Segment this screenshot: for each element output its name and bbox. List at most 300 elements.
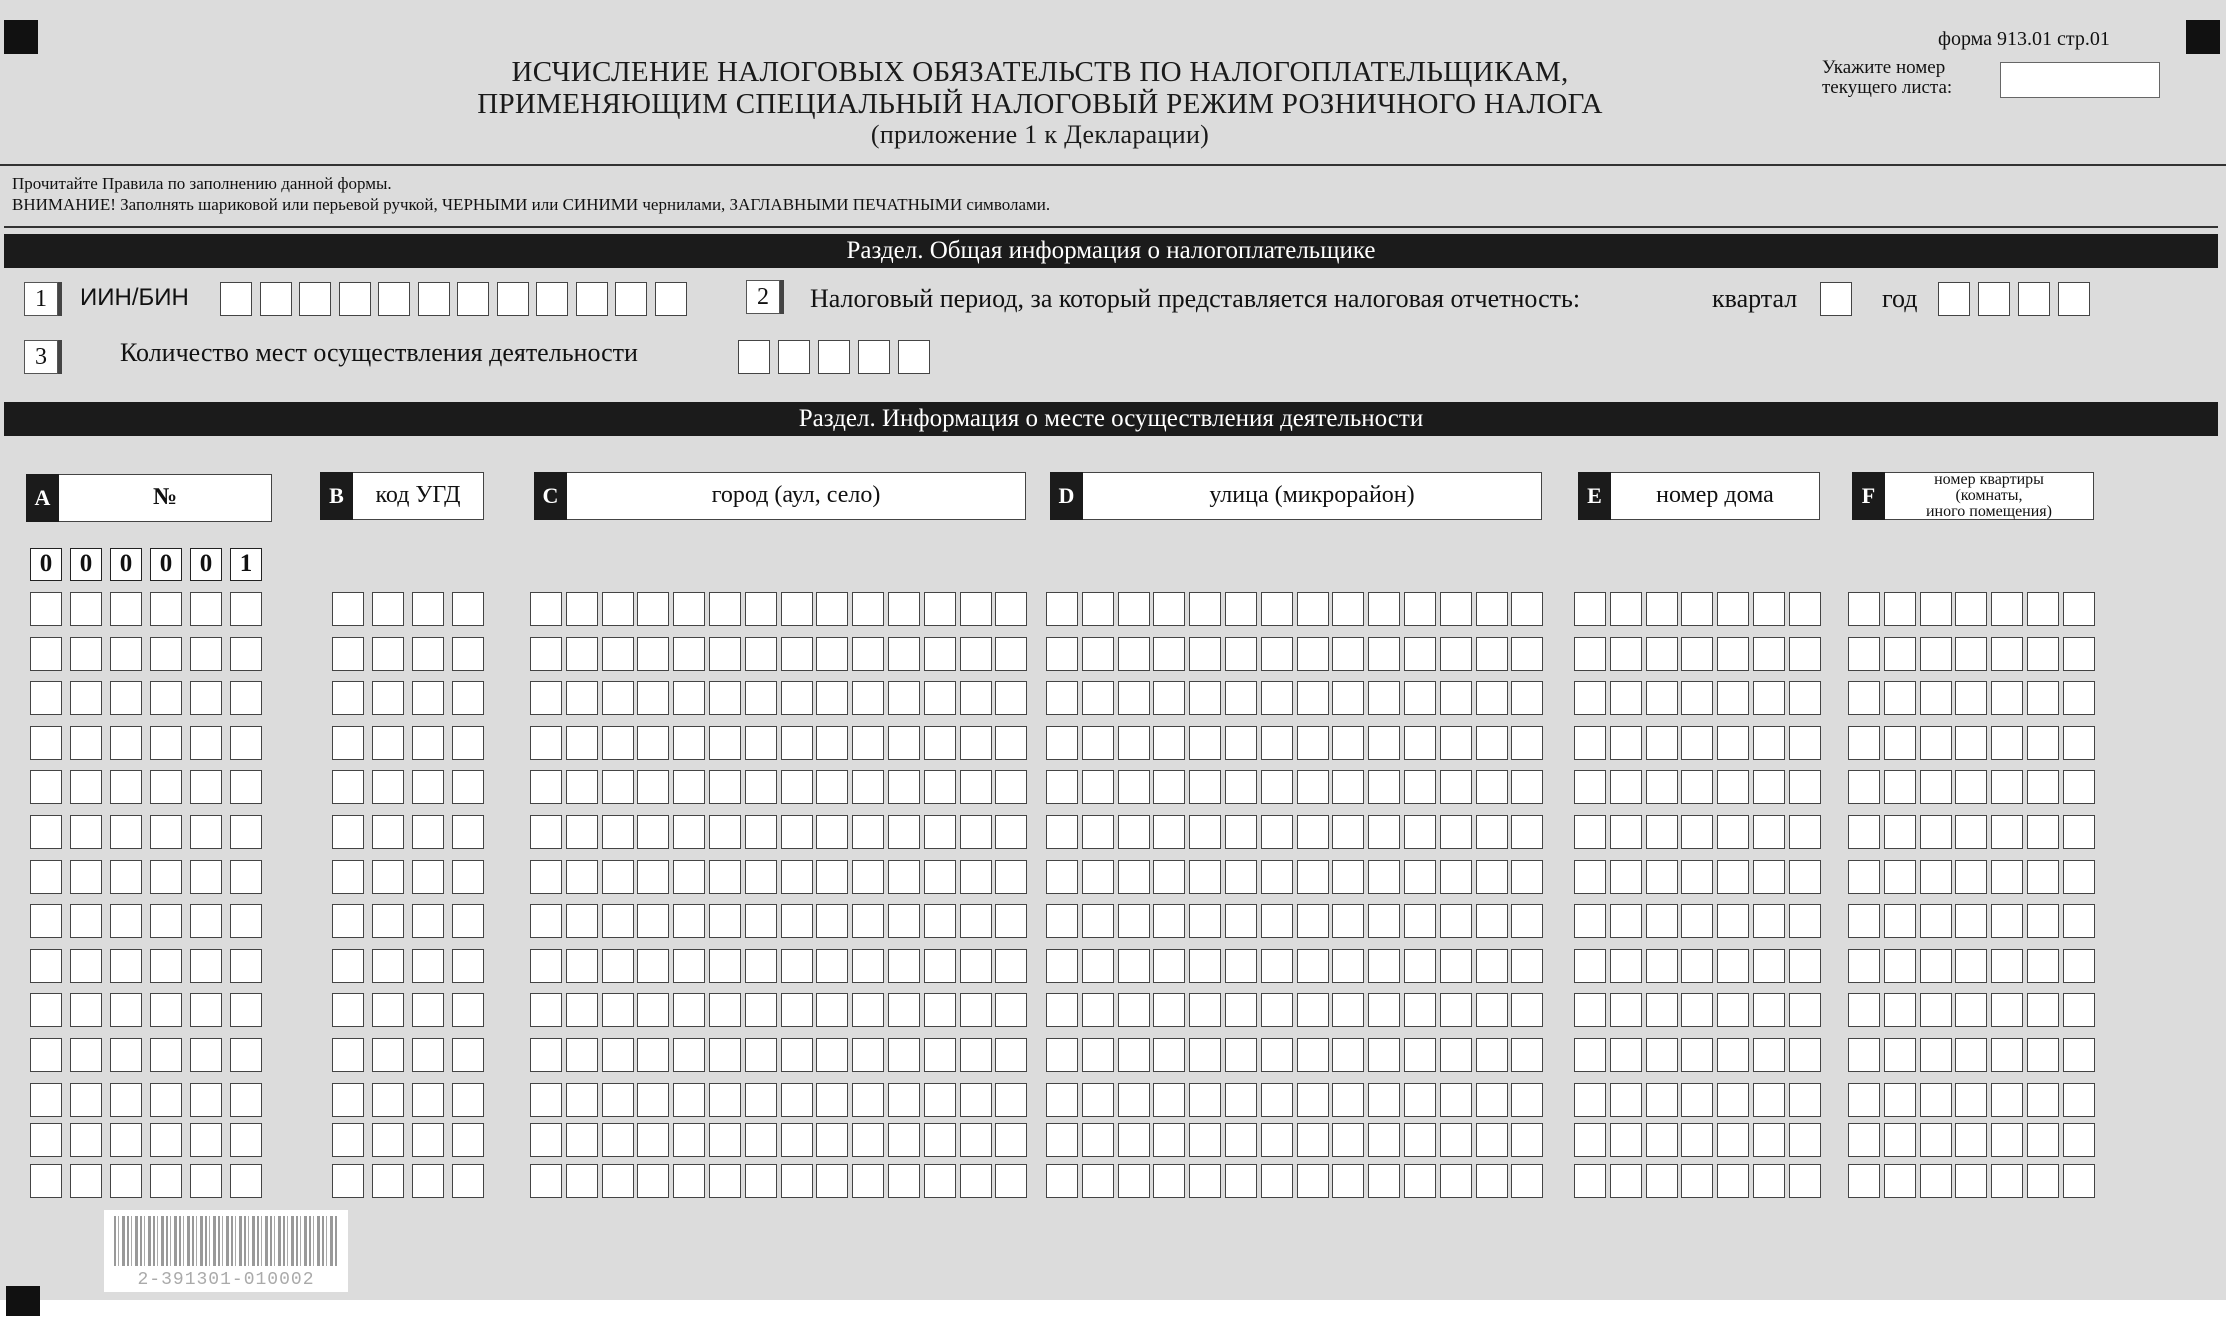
house-number-cell[interactable]	[1574, 993, 1606, 1027]
street-cell[interactable]	[1404, 770, 1436, 804]
page-number-input[interactable]	[2000, 62, 2160, 98]
city-cell[interactable]	[637, 815, 669, 849]
street-cell[interactable]	[1225, 860, 1257, 894]
street-cell[interactable]	[1332, 1123, 1364, 1157]
ugd-code-cell[interactable]	[332, 815, 364, 849]
city-cell[interactable]	[960, 592, 992, 626]
city-cell[interactable]	[745, 949, 777, 983]
street-cell[interactable]	[1476, 949, 1508, 983]
row-number-cell[interactable]	[70, 770, 102, 804]
street-cell[interactable]	[1404, 815, 1436, 849]
city-cell[interactable]	[924, 993, 956, 1027]
house-number-cell[interactable]	[1789, 993, 1821, 1027]
house-number-cell[interactable]	[1646, 637, 1678, 671]
street-cell[interactable]	[1261, 1038, 1293, 1072]
city-cell[interactable]	[960, 993, 992, 1027]
city-cell[interactable]	[888, 592, 920, 626]
apartment-cell[interactable]	[1920, 815, 1952, 849]
row-number-cell[interactable]	[150, 1038, 182, 1072]
house-number-cell[interactable]	[1789, 1123, 1821, 1157]
year-cell[interactable]	[1938, 282, 1970, 316]
iin-bin-cell[interactable]	[220, 282, 252, 316]
row-number-cell[interactable]	[70, 949, 102, 983]
house-number-cell[interactable]	[1681, 637, 1713, 671]
city-cell[interactable]	[602, 860, 634, 894]
city-cell[interactable]	[995, 726, 1027, 760]
row-number-cell[interactable]	[70, 904, 102, 938]
street-cell[interactable]	[1189, 1038, 1221, 1072]
apartment-cell[interactable]	[1884, 637, 1916, 671]
city-cell[interactable]	[888, 1083, 920, 1117]
year-cell[interactable]	[2058, 282, 2090, 316]
apartment-cell[interactable]	[1884, 1123, 1916, 1157]
year-cell[interactable]	[2018, 282, 2050, 316]
iin-bin-cell[interactable]	[260, 282, 292, 316]
city-cell[interactable]	[709, 770, 741, 804]
street-cell[interactable]	[1511, 592, 1543, 626]
house-number-cell[interactable]	[1717, 770, 1749, 804]
street-cell[interactable]	[1082, 860, 1114, 894]
house-number-cell[interactable]	[1646, 1038, 1678, 1072]
city-cell[interactable]	[852, 904, 884, 938]
row-number-cell[interactable]	[30, 904, 62, 938]
street-cell[interactable]	[1046, 949, 1078, 983]
street-cell[interactable]	[1440, 770, 1472, 804]
city-cell[interactable]	[566, 860, 598, 894]
city-cell[interactable]	[781, 770, 813, 804]
city-cell[interactable]	[995, 904, 1027, 938]
apartment-cell[interactable]	[1920, 860, 1952, 894]
ugd-code-cell[interactable]	[452, 949, 484, 983]
street-cell[interactable]	[1261, 1164, 1293, 1198]
row-number-cell[interactable]	[230, 904, 262, 938]
street-cell[interactable]	[1189, 815, 1221, 849]
row-number-cell[interactable]	[110, 1123, 142, 1157]
city-cell[interactable]	[960, 1083, 992, 1117]
street-cell[interactable]	[1046, 904, 1078, 938]
city-cell[interactable]	[745, 1164, 777, 1198]
house-number-cell[interactable]	[1753, 860, 1785, 894]
year-cell[interactable]	[1978, 282, 2010, 316]
city-cell[interactable]	[709, 681, 741, 715]
iin-bin-cell[interactable]	[457, 282, 489, 316]
house-number-cell[interactable]	[1646, 770, 1678, 804]
apartment-cell[interactable]	[2063, 1123, 2095, 1157]
street-cell[interactable]	[1082, 681, 1114, 715]
city-cell[interactable]	[673, 770, 705, 804]
city-cell[interactable]	[924, 815, 956, 849]
city-cell[interactable]	[530, 949, 562, 983]
city-cell[interactable]	[995, 770, 1027, 804]
apartment-cell[interactable]	[1955, 592, 1987, 626]
apartment-cell[interactable]	[1955, 726, 1987, 760]
street-cell[interactable]	[1368, 1083, 1400, 1117]
street-cell[interactable]	[1261, 1123, 1293, 1157]
iin-bin-cell[interactable]	[536, 282, 568, 316]
apartment-cell[interactable]	[1884, 1038, 1916, 1072]
city-cell[interactable]	[781, 1164, 813, 1198]
street-cell[interactable]	[1368, 637, 1400, 671]
apartment-cell[interactable]	[1920, 1083, 1952, 1117]
city-cell[interactable]	[888, 1038, 920, 1072]
city-cell[interactable]	[637, 592, 669, 626]
city-cell[interactable]	[995, 592, 1027, 626]
city-cell[interactable]	[530, 770, 562, 804]
house-number-cell[interactable]	[1681, 904, 1713, 938]
street-cell[interactable]	[1297, 1083, 1329, 1117]
street-cell[interactable]	[1261, 592, 1293, 626]
city-cell[interactable]	[781, 1083, 813, 1117]
street-cell[interactable]	[1476, 993, 1508, 1027]
ugd-code-cell[interactable]	[332, 681, 364, 715]
apartment-cell[interactable]	[1955, 637, 1987, 671]
apartment-cell[interactable]	[2027, 904, 2059, 938]
ugd-code-cell[interactable]	[332, 904, 364, 938]
house-number-cell[interactable]	[1574, 770, 1606, 804]
city-cell[interactable]	[816, 860, 848, 894]
house-number-cell[interactable]	[1574, 681, 1606, 715]
house-number-cell[interactable]	[1610, 592, 1642, 626]
street-cell[interactable]	[1153, 770, 1185, 804]
apartment-cell[interactable]	[2063, 592, 2095, 626]
street-cell[interactable]	[1404, 1164, 1436, 1198]
street-cell[interactable]	[1082, 770, 1114, 804]
row-number-cell[interactable]	[150, 904, 182, 938]
street-cell[interactable]	[1118, 1038, 1150, 1072]
street-cell[interactable]	[1511, 904, 1543, 938]
row-number-cell[interactable]	[30, 592, 62, 626]
row-number-cell[interactable]	[230, 592, 262, 626]
apartment-cell[interactable]	[2063, 1164, 2095, 1198]
house-number-cell[interactable]	[1646, 815, 1678, 849]
street-cell[interactable]	[1297, 726, 1329, 760]
row-number-cell[interactable]	[110, 770, 142, 804]
street-cell[interactable]	[1511, 1038, 1543, 1072]
row-number-cell[interactable]	[150, 726, 182, 760]
iin-bin-cell[interactable]	[655, 282, 687, 316]
city-cell[interactable]	[781, 1038, 813, 1072]
apartment-cell[interactable]	[1955, 1083, 1987, 1117]
street-cell[interactable]	[1082, 1038, 1114, 1072]
street-cell[interactable]	[1046, 1083, 1078, 1117]
city-cell[interactable]	[637, 1038, 669, 1072]
city-cell[interactable]	[602, 637, 634, 671]
street-cell[interactable]	[1189, 726, 1221, 760]
row-number-cell[interactable]	[150, 1083, 182, 1117]
ugd-code-cell[interactable]	[452, 726, 484, 760]
row-number-cell[interactable]	[110, 637, 142, 671]
house-number-cell[interactable]	[1574, 637, 1606, 671]
ugd-code-cell[interactable]	[332, 726, 364, 760]
street-cell[interactable]	[1440, 815, 1472, 849]
city-cell[interactable]	[709, 949, 741, 983]
ugd-code-cell[interactable]	[332, 860, 364, 894]
apartment-cell[interactable]	[1991, 860, 2023, 894]
city-cell[interactable]	[781, 637, 813, 671]
street-cell[interactable]	[1153, 860, 1185, 894]
house-number-cell[interactable]	[1753, 592, 1785, 626]
city-cell[interactable]	[888, 904, 920, 938]
apartment-cell[interactable]	[1920, 726, 1952, 760]
house-number-cell[interactable]	[1681, 1083, 1713, 1117]
house-number-cell[interactable]	[1610, 770, 1642, 804]
city-cell[interactable]	[530, 860, 562, 894]
street-cell[interactable]	[1046, 815, 1078, 849]
street-cell[interactable]	[1118, 993, 1150, 1027]
street-cell[interactable]	[1225, 681, 1257, 715]
city-cell[interactable]	[816, 1123, 848, 1157]
street-cell[interactable]	[1440, 1083, 1472, 1117]
city-cell[interactable]	[816, 1083, 848, 1117]
row-number-cell[interactable]	[150, 949, 182, 983]
apartment-cell[interactable]	[1848, 681, 1880, 715]
apartment-cell[interactable]	[1991, 681, 2023, 715]
row-number-cell[interactable]	[190, 949, 222, 983]
apartment-cell[interactable]	[1884, 681, 1916, 715]
house-number-cell[interactable]	[1610, 1038, 1642, 1072]
house-number-cell[interactable]	[1717, 637, 1749, 671]
street-cell[interactable]	[1153, 1123, 1185, 1157]
street-cell[interactable]	[1297, 592, 1329, 626]
ugd-code-cell[interactable]	[452, 592, 484, 626]
city-cell[interactable]	[888, 860, 920, 894]
apartment-cell[interactable]	[1991, 770, 2023, 804]
house-number-cell[interactable]	[1753, 681, 1785, 715]
house-number-cell[interactable]	[1646, 860, 1678, 894]
city-cell[interactable]	[637, 1164, 669, 1198]
city-cell[interactable]	[781, 860, 813, 894]
house-number-cell[interactable]	[1681, 993, 1713, 1027]
ugd-code-cell[interactable]	[412, 1123, 444, 1157]
house-number-cell[interactable]	[1789, 949, 1821, 983]
house-number-cell[interactable]	[1574, 949, 1606, 983]
house-number-cell[interactable]	[1789, 681, 1821, 715]
city-cell[interactable]	[745, 726, 777, 760]
city-cell[interactable]	[816, 1038, 848, 1072]
city-cell[interactable]	[745, 904, 777, 938]
street-cell[interactable]	[1297, 1038, 1329, 1072]
apartment-cell[interactable]	[1884, 904, 1916, 938]
street-cell[interactable]	[1189, 770, 1221, 804]
row-number-cell[interactable]	[230, 770, 262, 804]
house-number-cell[interactable]	[1789, 860, 1821, 894]
street-cell[interactable]	[1368, 1164, 1400, 1198]
city-cell[interactable]	[888, 815, 920, 849]
city-cell[interactable]	[852, 1038, 884, 1072]
row-number-cell[interactable]	[110, 1038, 142, 1072]
city-cell[interactable]	[781, 815, 813, 849]
row-number-cell[interactable]	[190, 1083, 222, 1117]
apartment-cell[interactable]	[1848, 993, 1880, 1027]
house-number-cell[interactable]	[1789, 1083, 1821, 1117]
places-count-cell[interactable]	[898, 340, 930, 374]
city-cell[interactable]	[816, 904, 848, 938]
city-cell[interactable]	[781, 904, 813, 938]
apartment-cell[interactable]	[1920, 592, 1952, 626]
row-number-cell[interactable]	[230, 949, 262, 983]
street-cell[interactable]	[1189, 681, 1221, 715]
street-cell[interactable]	[1511, 949, 1543, 983]
house-number-cell[interactable]	[1753, 904, 1785, 938]
street-cell[interactable]	[1153, 904, 1185, 938]
ugd-code-cell[interactable]	[332, 1123, 364, 1157]
city-cell[interactable]	[673, 949, 705, 983]
row-number-cell[interactable]	[150, 1164, 182, 1198]
city-cell[interactable]	[673, 592, 705, 626]
street-cell[interactable]	[1118, 1083, 1150, 1117]
row-number-cell[interactable]	[110, 904, 142, 938]
street-cell[interactable]	[1440, 726, 1472, 760]
row-number-cell[interactable]	[70, 993, 102, 1027]
house-number-cell[interactable]	[1610, 993, 1642, 1027]
street-cell[interactable]	[1297, 949, 1329, 983]
row-number-cell[interactable]	[70, 592, 102, 626]
street-cell[interactable]	[1404, 860, 1436, 894]
house-number-cell[interactable]	[1646, 681, 1678, 715]
street-cell[interactable]	[1118, 815, 1150, 849]
city-cell[interactable]	[960, 1164, 992, 1198]
apartment-cell[interactable]	[1991, 815, 2023, 849]
street-cell[interactable]	[1261, 815, 1293, 849]
ugd-code-cell[interactable]	[452, 993, 484, 1027]
city-cell[interactable]	[637, 770, 669, 804]
street-cell[interactable]	[1046, 1038, 1078, 1072]
row-number-cell[interactable]	[190, 726, 222, 760]
street-cell[interactable]	[1476, 592, 1508, 626]
city-cell[interactable]	[637, 637, 669, 671]
ugd-code-cell[interactable]	[412, 592, 444, 626]
street-cell[interactable]	[1261, 993, 1293, 1027]
ugd-code-cell[interactable]	[452, 1164, 484, 1198]
street-cell[interactable]	[1368, 592, 1400, 626]
city-cell[interactable]	[745, 681, 777, 715]
row-number-cell[interactable]	[30, 726, 62, 760]
row-number-cell[interactable]	[70, 681, 102, 715]
row-number-cell[interactable]	[230, 1083, 262, 1117]
apartment-cell[interactable]	[1955, 815, 1987, 849]
street-cell[interactable]	[1082, 1083, 1114, 1117]
city-cell[interactable]	[530, 681, 562, 715]
city-cell[interactable]	[924, 904, 956, 938]
ugd-code-cell[interactable]	[412, 726, 444, 760]
city-cell[interactable]	[637, 1083, 669, 1117]
city-cell[interactable]	[924, 681, 956, 715]
row-number-cell[interactable]	[230, 1123, 262, 1157]
house-number-cell[interactable]	[1753, 770, 1785, 804]
ugd-code-cell[interactable]	[412, 637, 444, 671]
apartment-cell[interactable]	[1991, 949, 2023, 983]
city-cell[interactable]	[852, 949, 884, 983]
street-cell[interactable]	[1332, 860, 1364, 894]
city-cell[interactable]	[960, 860, 992, 894]
house-number-cell[interactable]	[1610, 681, 1642, 715]
ugd-code-cell[interactable]	[452, 637, 484, 671]
street-cell[interactable]	[1440, 993, 1472, 1027]
city-cell[interactable]	[745, 637, 777, 671]
house-number-cell[interactable]	[1753, 815, 1785, 849]
apartment-cell[interactable]	[1848, 860, 1880, 894]
house-number-cell[interactable]	[1610, 815, 1642, 849]
ugd-code-cell[interactable]	[372, 726, 404, 760]
row-number-cell[interactable]	[190, 815, 222, 849]
iin-bin-cell[interactable]	[497, 282, 529, 316]
ugd-code-cell[interactable]	[412, 993, 444, 1027]
ugd-code-cell[interactable]	[332, 993, 364, 1027]
city-cell[interactable]	[745, 860, 777, 894]
ugd-code-cell[interactable]	[452, 1083, 484, 1117]
house-number-cell[interactable]	[1574, 904, 1606, 938]
city-cell[interactable]	[816, 815, 848, 849]
street-cell[interactable]	[1118, 726, 1150, 760]
street-cell[interactable]	[1476, 681, 1508, 715]
row-number-cell[interactable]	[150, 993, 182, 1027]
city-cell[interactable]	[602, 815, 634, 849]
row-number-cell[interactable]	[30, 1038, 62, 1072]
house-number-cell[interactable]	[1681, 1123, 1713, 1157]
ugd-code-cell[interactable]	[372, 993, 404, 1027]
street-cell[interactable]	[1297, 993, 1329, 1027]
street-cell[interactable]	[1189, 860, 1221, 894]
row-number-cell[interactable]	[110, 1164, 142, 1198]
city-cell[interactable]	[781, 1123, 813, 1157]
street-cell[interactable]	[1332, 637, 1364, 671]
city-cell[interactable]	[566, 681, 598, 715]
row-number-cell[interactable]	[230, 1164, 262, 1198]
house-number-cell[interactable]	[1717, 592, 1749, 626]
house-number-cell[interactable]	[1789, 1038, 1821, 1072]
city-cell[interactable]	[637, 726, 669, 760]
apartment-cell[interactable]	[2063, 681, 2095, 715]
ugd-code-cell[interactable]	[332, 1164, 364, 1198]
city-cell[interactable]	[745, 1083, 777, 1117]
street-cell[interactable]	[1368, 770, 1400, 804]
city-cell[interactable]	[530, 904, 562, 938]
house-number-cell[interactable]	[1574, 726, 1606, 760]
city-cell[interactable]	[673, 904, 705, 938]
street-cell[interactable]	[1440, 637, 1472, 671]
city-cell[interactable]	[566, 1038, 598, 1072]
house-number-cell[interactable]	[1717, 860, 1749, 894]
row-number-cell[interactable]	[150, 815, 182, 849]
apartment-cell[interactable]	[1884, 726, 1916, 760]
street-cell[interactable]	[1225, 1038, 1257, 1072]
apartment-cell[interactable]	[1991, 726, 2023, 760]
city-cell[interactable]	[709, 1083, 741, 1117]
apartment-cell[interactable]	[1955, 681, 1987, 715]
city-cell[interactable]	[673, 1083, 705, 1117]
ugd-code-cell[interactable]	[372, 637, 404, 671]
house-number-cell[interactable]	[1574, 1083, 1606, 1117]
ugd-code-cell[interactable]	[412, 770, 444, 804]
apartment-cell[interactable]	[1991, 993, 2023, 1027]
city-cell[interactable]	[924, 592, 956, 626]
ugd-code-cell[interactable]	[412, 904, 444, 938]
street-cell[interactable]	[1261, 949, 1293, 983]
street-cell[interactable]	[1511, 993, 1543, 1027]
street-cell[interactable]	[1368, 1123, 1400, 1157]
apartment-cell[interactable]	[2027, 1164, 2059, 1198]
apartment-cell[interactable]	[1991, 1038, 2023, 1072]
row-number-cell[interactable]	[30, 1083, 62, 1117]
city-cell[interactable]	[960, 770, 992, 804]
street-cell[interactable]	[1476, 904, 1508, 938]
house-number-cell[interactable]	[1789, 770, 1821, 804]
street-cell[interactable]	[1440, 904, 1472, 938]
city-cell[interactable]	[709, 860, 741, 894]
street-cell[interactable]	[1261, 860, 1293, 894]
ugd-code-cell[interactable]	[372, 1038, 404, 1072]
city-cell[interactable]	[530, 1038, 562, 1072]
